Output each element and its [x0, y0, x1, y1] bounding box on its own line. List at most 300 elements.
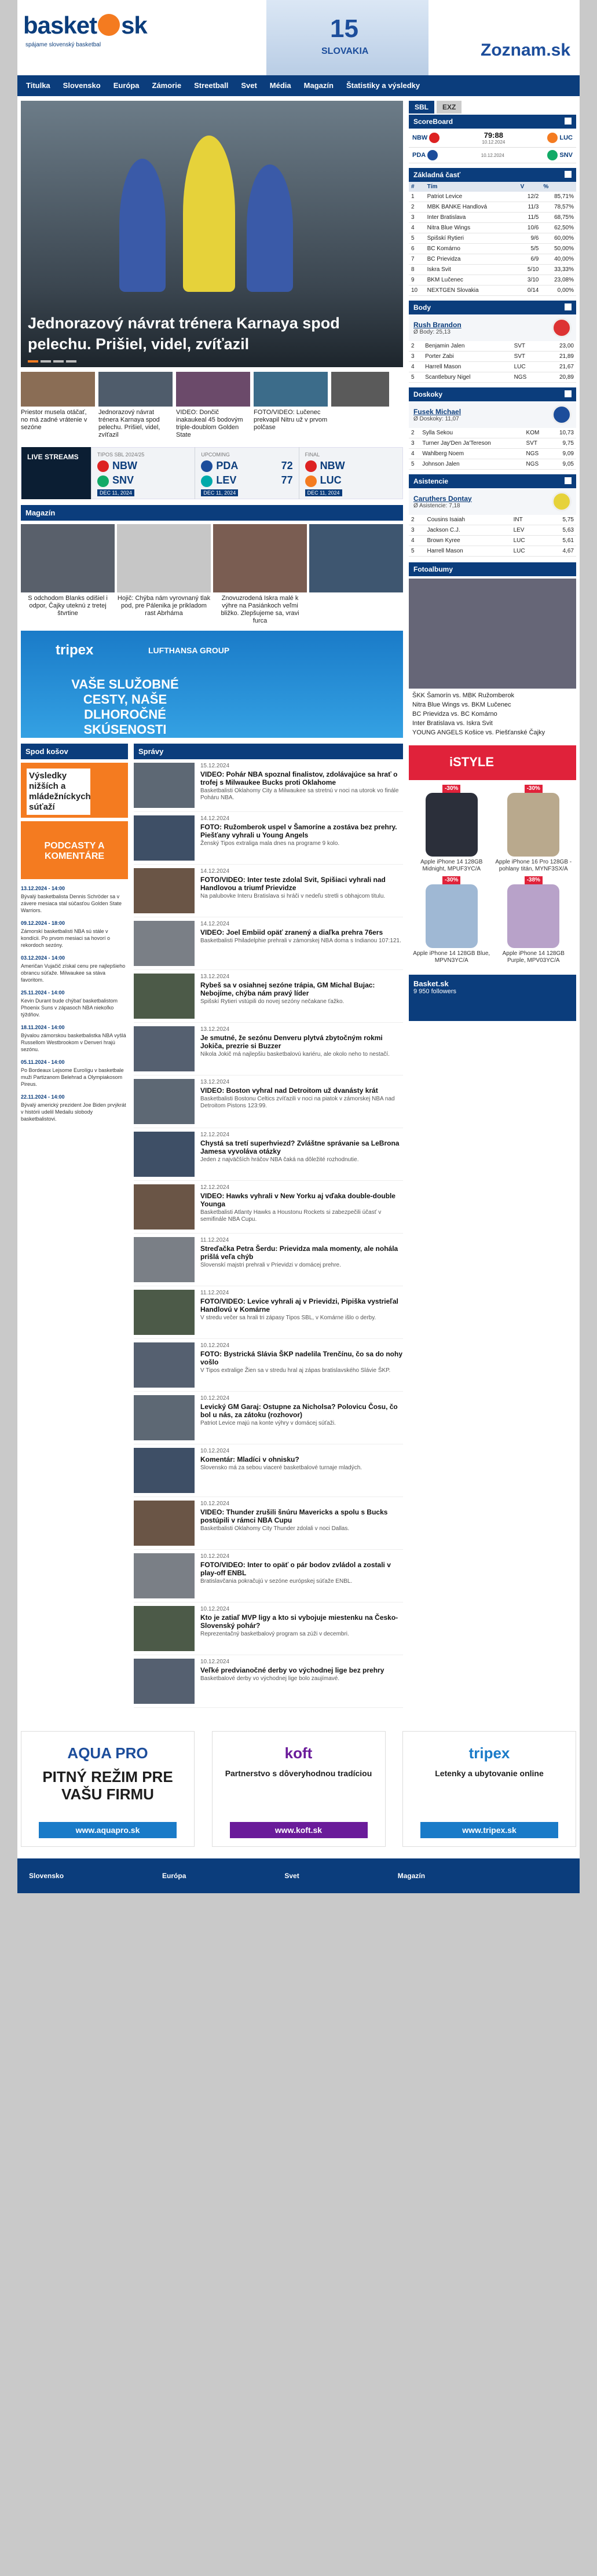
news-thumbnail[interactable] — [134, 921, 195, 966]
hero-thumbs — [21, 372, 403, 439]
nav-item[interactable]: Zámorie — [152, 81, 182, 90]
stat-row[interactable] — [409, 546, 576, 557]
side-news-item[interactable] — [21, 920, 128, 949]
team-logo-icon — [552, 318, 572, 338]
nav-item[interactable]: Štatistiky a výsledky — [346, 81, 420, 90]
news-item[interactable] — [134, 1602, 403, 1655]
news-date: 09.12.2024 - 18:00 — [21, 920, 65, 926]
news-item[interactable] — [134, 1075, 403, 1128]
stat-cell: LUC — [511, 536, 544, 546]
stat-cell: 2 — [409, 515, 424, 525]
nav-item[interactable]: Titulka — [26, 81, 50, 90]
strip-game[interactable]: UPCOMING PDA 72 LEV 77 DEC 11, 2024 — [195, 447, 298, 499]
scoreboard-heading[interactable]: ScoreBoard — [409, 115, 576, 129]
news-item[interactable] — [134, 759, 403, 812]
news-excerpt: Basketbalisti Philadelphie prehrali v zámorskej NBA doma s Indianou 107:121. — [200, 938, 401, 944]
stat-cell: 4,67 — [544, 546, 576, 557]
photo-album-link[interactable]: YOUNG ANGELS Košice vs. Piešťanské Čajky — [412, 729, 545, 736]
standings-row[interactable] — [409, 286, 576, 296]
news-date: 18.11.2024 - 14:00 — [21, 1024, 65, 1030]
news-title[interactable]: FOTO/VIDEO: Levice vyhrali aj v Prievidzi, Pipiška vystrieľal Handlovú v Komárne — [200, 1297, 398, 1313]
news-thumbnail[interactable] — [134, 1132, 195, 1177]
magazin-list — [21, 524, 403, 625]
footer-link[interactable]: Slovensko — [29, 1872, 64, 1880]
header-banner[interactable] — [266, 0, 428, 75]
standings-cell: Nitra Blue Wings — [425, 223, 518, 233]
standings-cell: 0/14 — [518, 286, 541, 296]
points-heading[interactable]: Body — [409, 301, 576, 314]
standings-cell: 0,00% — [541, 286, 576, 296]
standings-row[interactable] — [409, 244, 576, 254]
news-date: 12.12.2024 — [200, 1184, 230, 1191]
magazin-item[interactable]: Hojič: Chýba nám vyrovnaný tlak pod, pre Pálenika je prikladom rast Abrháma — [117, 524, 211, 625]
news-excerpt: Basketbalisti Oklahomy City Thunder zdolali v noci Dallas. — [200, 1525, 350, 1532]
stat-cell: 21,67 — [542, 362, 576, 372]
news-text: Bývalý americký prezident Joe Biden prvýkrát v histórii udelil Medailu slobody basketbalistovi. — [21, 1102, 126, 1122]
standings-cell: 11/5 — [518, 213, 541, 223]
news-title[interactable]: Chystá sa tretí superhviezd? Zvláštne správanie sa LeBrona Jamesa vyvoláva otázky — [200, 1139, 400, 1155]
discount-badge: -30% — [525, 785, 543, 793]
rebounds-leader[interactable]: Fusek Michael Ø Doskoky: 11,07 — [409, 401, 576, 428]
standings-heading[interactable]: Základná časť — [409, 168, 576, 182]
stat-cell: Brown Kyree — [424, 536, 511, 546]
stat-row[interactable] — [409, 515, 576, 525]
news-date: 12.12.2024 — [200, 1132, 230, 1138]
news-thumbnail[interactable] — [134, 1659, 195, 1704]
news-date: 13.12.2024 - 14:00 — [21, 885, 65, 891]
stat-cell: Harrell Mason — [423, 362, 511, 372]
nav-item[interactable]: Streetball — [194, 81, 229, 90]
news-thumbnail[interactable] — [134, 1606, 195, 1651]
standings-cell: 11/3 — [518, 202, 541, 213]
hero-article[interactable] — [21, 101, 403, 367]
nav-item[interactable]: Magazín — [303, 81, 334, 90]
assists-leader[interactable]: Caruthers Dontay Ø Asistencie: 7,18 — [409, 488, 576, 515]
news-date: 13.12.2024 — [200, 1079, 230, 1085]
standings-cell: 85,71% — [541, 192, 576, 202]
nav-item[interactable]: Svet — [241, 81, 257, 90]
news-date: 10.12.2024 — [200, 1448, 230, 1454]
footer-ad[interactable]: koft Partnerstvo s dôveryhodnou tradíciou www.koft.sk — [212, 1731, 386, 1847]
site-logo[interactable]: basket sk — [23, 12, 147, 39]
stat-row[interactable] — [409, 536, 576, 546]
photo-album-link[interactable]: ŠKK Šamorín vs. MBK Ružomberok — [412, 692, 515, 699]
standings-cell: 8 — [409, 265, 425, 275]
stat-cell: 4 — [409, 449, 420, 459]
standings-row[interactable] — [409, 223, 576, 233]
standings-cell: 10 — [409, 286, 425, 296]
stat-cell: 23,00 — [542, 341, 576, 352]
discount-badge: -30% — [442, 785, 460, 793]
score-strip — [21, 447, 403, 499]
news-date: 03.12.2024 - 14:00 — [21, 955, 65, 961]
product-item[interactable] — [412, 876, 491, 964]
stat-cell: 3 — [409, 525, 424, 536]
stat-cell: NGS — [524, 449, 550, 459]
news-title[interactable]: Levický GM Garaj: Ostupne za Nicholsa? Polovicu Čosu, čo bol u nás, za zátoku (rozhovor) — [200, 1403, 398, 1419]
standings-table: # Tím V % 1 Patriot Levice 12/2 85,71% 2 MBK BANKE Handlová 11/3 78,57% 3 Inter Bratislava 11/5 68,75% 4 Nitra Blue Wings 10/6 62,50% 5 Spišskí Rytieri 9/6 60,00% 6 BC Komárno 5/5 50,00% 7 BC Prievidza 6/9 40,00% 8 Iskra Svit 5/10 33,33% 9 BKM Lučenec 3/10 23,08% 10 NEXTGEN Slovakia 0/14 0,00% — [409, 182, 576, 296]
photo-album-image[interactable] — [409, 579, 576, 689]
standings-row[interactable] — [409, 192, 576, 202]
news-text: Bývalý basketbalista Dennis Schröder sa v závere mesiaca stal súčasťou Golden State Warriors. — [21, 894, 122, 913]
news-text: Bývalou zámorskou basketbalistka NBA vyšlá Russellom Westbrookom v Denveri hrajú sezónu. — [21, 1033, 126, 1052]
banner-text: SLOVAKIA — [321, 46, 369, 56]
discount-badge: -30% — [442, 876, 460, 884]
standings-cell: Spišskí Rytieri — [425, 233, 518, 244]
footer-link[interactable]: Magazín — [397, 1872, 426, 1880]
stat-cell: 5 — [409, 459, 420, 470]
news-item[interactable] — [134, 1286, 403, 1339]
news-thumbnail[interactable] — [134, 1342, 195, 1388]
stat-row[interactable] — [409, 525, 576, 536]
standings-row[interactable] — [409, 213, 576, 223]
magazin-heading[interactable]: Magazín — [21, 505, 403, 521]
stat-cell: 4 — [409, 362, 423, 372]
news-item[interactable] — [134, 1550, 403, 1602]
news-title[interactable]: VIDEO: Boston vyhral nad Detroitom už dvanásty krát — [200, 1086, 378, 1095]
tab-exz[interactable]: EXZ — [437, 101, 462, 114]
live-streams-label[interactable]: LIVE STREAMS — [21, 447, 91, 499]
side-news-item[interactable] — [21, 1093, 128, 1122]
stat-cell: 9,75 — [549, 438, 576, 449]
phone-image — [507, 793, 559, 857]
standings-cell: 9/6 — [518, 233, 541, 244]
news-item[interactable] — [134, 970, 403, 1023]
stat-cell: Sylla Sekou — [420, 428, 523, 438]
magazin-item[interactable]: Znovuzrodená Iskra malé k výhre na Pasiánkoch veľmi bližko. Zlepšujeme sa, vravi furca — [213, 524, 307, 625]
news-item[interactable] — [134, 917, 403, 970]
news-excerpt: V stredu večer sa hrali tri zápasy Tipos SBL, v Komárne išlo o derby. — [200, 1315, 376, 1321]
scoreboard-game[interactable]: NBW 79:88 10.12.2024 LUC — [409, 129, 576, 148]
stat-cell: Scantlebury Nigel — [423, 372, 511, 383]
news-item[interactable] — [134, 1023, 403, 1075]
news-thumbnail[interactable] — [134, 1448, 195, 1493]
footer-ad[interactable]: tripex Letenky a ubytovanie online www.tripex.sk — [402, 1731, 576, 1847]
news-excerpt: Basketbalisti Bostonu Celtics zvíťazili v noci na piatok v zámorskej NBA nad Detroitom Pistons 123:99. — [200, 1096, 395, 1109]
news-title[interactable]: Rybeš sa v osiahnej sezóne trápia, GM Michal Bujac: Nebojíme, chýba nám pravý líder — [200, 981, 375, 997]
news-item[interactable] — [134, 865, 403, 917]
standings-row[interactable] — [409, 202, 576, 213]
stat-row[interactable] — [409, 372, 576, 383]
news-excerpt: Patriot Levice majú na konte výhry v domácej súťaži. — [200, 1420, 336, 1426]
news-thumbnail[interactable] — [134, 815, 195, 861]
standings-cell: 4 — [409, 223, 425, 233]
standings-cell: 23,08% — [541, 275, 576, 286]
side-news-item[interactable] — [21, 885, 128, 914]
magazin-item[interactable]: S odchodom Blanks odišiel i odpor, Čajky uteknú z tretej štvrtine — [21, 524, 115, 625]
nav-item[interactable]: Európa — [113, 81, 140, 90]
standings-cell: 6/9 — [518, 254, 541, 265]
news-date: 14.12.2024 — [200, 921, 230, 927]
standings-cell: BC Prievidza — [425, 254, 518, 265]
news-date: 10.12.2024 — [200, 1342, 230, 1349]
stat-cell: Harrell Mason — [424, 546, 511, 557]
stat-cell: NGS — [524, 459, 550, 470]
news-title[interactable]: Komentár: Mladíci v ohnisku? — [200, 1455, 299, 1463]
standings-cell: 33,33% — [541, 265, 576, 275]
news-title[interactable]: VIDEO: Pohár NBA spoznal finalistov, zdolávajúce sa hrať o trofej s Milwaukee Bucks proti Oklahome — [200, 770, 398, 786]
rebounds-heading[interactable]: Doskoky — [409, 387, 576, 401]
news-excerpt: Na palubovke Interu Bratislava si hráči v nedeľu stretli s obhajcom titulu. — [200, 893, 386, 899]
stat-cell: 4 — [409, 536, 424, 546]
stat-cell: LUC — [511, 546, 544, 557]
news-title[interactable]: FOTO: Ružomberok uspel v Šamoríne a zostáva bez prehry. Piešťany vyhrali u Young Angels — [200, 823, 397, 839]
news-title[interactable]: Streďačka Petra Šerdu: Prievidza mala momenty, ale nohála prišlá veľa chýb — [200, 1245, 398, 1261]
stat-cell: 9,09 — [549, 449, 576, 459]
discount-badge: -38% — [525, 876, 543, 884]
nav-item[interactable]: Média — [269, 81, 291, 90]
product-name[interactable]: Apple iPhone 14 128GB Midnight, MPUF3YC/A — [420, 859, 483, 872]
rebounds-table — [409, 428, 576, 470]
main-column — [21, 101, 403, 1708]
news-date: 13.12.2024 — [200, 974, 230, 980]
header — [17, 0, 580, 75]
stat-cell: Turner Jay'Den Ja'Tereson — [420, 438, 523, 449]
news-text: Američan Vujačič získal cenu pre najlepšieho obrancu súťaže. Milwaukee sa stáva favoritom. — [21, 963, 126, 983]
spravy-column — [134, 744, 403, 1708]
standings-cell: 5/10 — [518, 265, 541, 275]
news-text: Zámorskí basketbalisti NBA sú stále v kondícii. Po prvom mesiaci sa hovorí o rekordoch sezóny. — [21, 928, 111, 948]
hero-thumb[interactable]: Priestor musela otáčať, no má zadné vrátenie v sezóne — [21, 372, 95, 439]
news-title[interactable]: VIDEO: Thunder zrušili šnúru Mavericks a spolu s Bucks postúpili v rámci NBA Cupu — [200, 1508, 388, 1524]
news-title[interactable]: FOTO/VIDEO: Inter teste zdolal Svit, Spišiaci vyhrali nad Handlovou a triumf Prievidze — [200, 876, 386, 892]
news-item[interactable] — [134, 1128, 403, 1181]
expand-icon[interactable] — [565, 118, 572, 125]
stat-cell: INT — [511, 515, 544, 525]
spod-kosov-column — [21, 744, 128, 1708]
news-title[interactable]: Je smutné, že sezónu Denveru plytvá zbytočným rokmi Jokiča, prezrie si Buzzer — [200, 1034, 383, 1050]
standings-row[interactable] — [409, 265, 576, 275]
sidebar — [409, 101, 576, 1708]
news-text: Po Bordeaux Lejsome Eurolígu v basketbale muži Partizanom Belehrad a Olympiakosom Pireus. — [21, 1067, 124, 1087]
news-thumbnail[interactable] — [134, 1184, 195, 1230]
stat-cell: Wahlberg Noem — [420, 449, 523, 459]
stat-cell: 21,89 — [542, 352, 576, 362]
standings-cell: 40,00% — [541, 254, 576, 265]
page — [17, 0, 580, 1893]
standings-cell: 50,00% — [541, 244, 576, 254]
news-thumbnail[interactable] — [134, 1290, 195, 1335]
news-excerpt: Bratislavčania pokračujú v sezóne európskej súťaže ENBL. — [200, 1578, 353, 1585]
news-title[interactable]: FOTO: Bystrická Slávia ŠKP nadelila Trenčínu, čo sa do nohy vošlo — [200, 1350, 403, 1366]
news-excerpt: Basketbalisti Atlanty Hawks a Houstonu Rockets si zabezpečili účasť v semifinále NBA Cupu. — [200, 1209, 382, 1223]
stat-cell: 5 — [409, 546, 424, 557]
stat-row[interactable] — [409, 438, 576, 449]
hero-image — [108, 124, 299, 298]
standings-cell: 62,50% — [541, 223, 576, 233]
hero-thumb[interactable]: Jednorazový návrat trénera Karnaya spod pelechu. Prišiel, videl, zvíťazil — [98, 372, 173, 439]
news-excerpt: Jeden z najväčších hráčov NBA čaká na dôležité rozhodnutie. — [200, 1157, 359, 1163]
points-leader[interactable]: Rush Brandon Ø Body: 25,13 — [409, 314, 576, 341]
standings-cell: 3 — [409, 213, 425, 223]
news-thumbnail[interactable] — [134, 1395, 195, 1440]
stat-cell: NGS — [512, 372, 543, 383]
news-excerpt: V Tipos extralige Žien sa v stredu hral aj zápas bratislavského Slávie ŠKP. — [200, 1367, 391, 1374]
hero-title[interactable]: Jednorazový návrat trénera Karnaya spod pelechu. Prišiel, videl, zvíťazil — [28, 314, 340, 353]
news-date: 10.12.2024 — [200, 1659, 230, 1665]
news-date: 13.12.2024 — [200, 1026, 230, 1033]
hero-thumb[interactable] — [331, 372, 389, 439]
news-thumbnail[interactable] — [134, 1553, 195, 1598]
tab-sbl[interactable]: SBL — [409, 101, 434, 114]
news-thumbnail[interactable] — [134, 1237, 195, 1282]
team-logo-icon — [552, 492, 572, 511]
basketball-icon — [98, 14, 120, 36]
news-item[interactable] — [134, 812, 403, 865]
spravy-heading[interactable]: Správy — [134, 744, 403, 759]
stat-row[interactable] — [409, 341, 576, 352]
news-item[interactable] — [134, 1181, 403, 1234]
standings-cell: BC Komárno — [425, 244, 518, 254]
news-item[interactable] — [134, 1497, 403, 1550]
side-news-item[interactable] — [21, 1059, 128, 1088]
standings-cell: 78,57% — [541, 202, 576, 213]
standings-cell: 6 — [409, 244, 425, 254]
hero-thumb[interactable]: VIDEO: Dončič inakaukeal 45 bodovým triple-doublom Golden State — [176, 372, 250, 439]
standings-cell: 9 — [409, 275, 425, 286]
stat-cell: 3 — [409, 352, 423, 362]
nav-item[interactable]: Slovensko — [63, 81, 101, 90]
logo-subtitle: spájame slovenský basketbal — [25, 42, 101, 48]
news-date: 14.12.2024 — [200, 815, 230, 822]
stat-cell: Benjamin Jalen — [423, 341, 511, 352]
strip-game[interactable]: FINAL NBW LUC DEC 11, 2024 — [299, 447, 402, 499]
news-date: 11.12.2024 — [200, 1237, 229, 1243]
standings-cell: 12/2 — [518, 192, 541, 202]
hero-thumb[interactable]: FOTO/VIDEO: Lučenec prekvapil Nitru už v prvom polčase — [254, 372, 328, 439]
league-tabs — [409, 101, 576, 114]
magazin-item[interactable] — [309, 524, 403, 625]
news-thumbnail[interactable] — [134, 1026, 195, 1071]
standings-cell: 1 — [409, 192, 425, 202]
stat-cell: 3 — [409, 438, 420, 449]
news-thumbnail[interactable] — [134, 1079, 195, 1124]
news-date: 10.12.2024 — [200, 1501, 230, 1507]
side-news-item[interactable] — [21, 954, 128, 983]
news-excerpt: Nikola Jokič má najlepšiu basketbalovú kariéru, ale okolo neho to nestačí. — [200, 1051, 390, 1058]
photo-album-link[interactable]: BC Prievidza vs. BC Komárno — [412, 711, 497, 718]
news-item[interactable] — [134, 1234, 403, 1286]
news-title[interactable]: Kto je zatiaľ MVP ligy a kto si vybojuje miestenku na Česko-Slovenský pohár? — [200, 1613, 398, 1630]
standings-cell: Patriot Levice — [425, 192, 518, 202]
main-nav — [17, 75, 580, 96]
standings-row[interactable] — [409, 233, 576, 244]
news-title[interactable]: VIDEO: Hawks vyhrali v New Yorku aj vďaka double-double Younga — [200, 1192, 395, 1208]
assists-table — [409, 515, 576, 557]
stat-cell: 2 — [409, 341, 423, 352]
news-excerpt: Ženský Tipos extraliga mala dnes na programe 9 kolo. — [200, 840, 340, 847]
news-thumbnail[interactable] — [134, 1501, 195, 1546]
product-item[interactable] — [495, 876, 573, 964]
product-name[interactable]: Apple iPhone 16 Pro 128GB - pohlany titán, MYNF3SX/A — [495, 859, 572, 872]
news-title[interactable]: VIDEO: Joel Embiid opäť zranený a diaľka prehra 76ers — [200, 928, 383, 936]
photo-album-link[interactable]: Inter Bratislava vs. Iskra Svit — [412, 720, 493, 727]
stat-cell: 5,75 — [544, 515, 576, 525]
news-item[interactable] — [134, 1339, 403, 1392]
stat-row[interactable] — [409, 459, 576, 470]
product-name[interactable]: Apple iPhone 14 128GB Blue, MPVN3YC/A — [413, 950, 490, 964]
news-date: 22.11.2024 - 14:00 — [21, 1094, 65, 1100]
stat-cell: SVT — [512, 352, 543, 362]
news-thumbnail[interactable] — [134, 868, 195, 913]
stat-cell: Johnson Jalen — [420, 459, 523, 470]
news-title[interactable]: FOTO/VIDEO: Inter to opäť o pár bodov zvládol a zostali v play-off ENBL — [200, 1561, 391, 1577]
stat-row[interactable] — [409, 352, 576, 362]
news-item[interactable] — [134, 1392, 403, 1444]
standings-cell: 3/10 — [518, 275, 541, 286]
facebook-widget[interactable]: Basket.sk 9 950 followers — [409, 975, 576, 1021]
team-logo-icon — [552, 405, 572, 425]
podcasts-box[interactable]: PODCASTY A KOMENTÁRE — [21, 821, 128, 879]
istyle-banner[interactable]: iSTYLE — [409, 745, 576, 780]
results-box[interactable]: Výsledky nižších a mládežníckych súťaží — [21, 763, 128, 818]
phone-image — [507, 884, 559, 948]
stat-row[interactable] — [409, 362, 576, 372]
news-date: 10.12.2024 — [200, 1606, 230, 1612]
phone-image — [426, 793, 478, 857]
hero-pagination[interactable] — [28, 360, 76, 363]
footer-link[interactable]: Svet — [284, 1872, 299, 1880]
stat-cell: 9,05 — [549, 459, 576, 470]
side-news-item[interactable] — [21, 1024, 128, 1053]
standings-cell: 7 — [409, 254, 425, 265]
stat-cell: 10,73 — [549, 428, 576, 438]
news-excerpt: Slovenskí majstri prehrali v Prievidzi v domácej prehre. — [200, 1262, 341, 1268]
photo-albums-heading[interactable]: Fotoalbumy — [409, 562, 576, 576]
news-excerpt: Basketbalisti Oklahomy City a Milwaukee sa stretnú v noci na utorok vo finále Poháru NBA. — [200, 788, 399, 801]
footer-ad[interactable]: AQUA PRO PITNÝ REŽIM PRE VAŠU FIRMU www.aquapro.sk — [21, 1731, 195, 1847]
news-date: 05.11.2024 - 14:00 — [21, 1059, 65, 1065]
stat-cell: Cousins Isaiah — [424, 515, 511, 525]
news-date: 10.12.2024 — [200, 1553, 230, 1560]
partner-logo[interactable]: Zoznam.sk — [481, 41, 571, 60]
spod-kosov-heading[interactable]: Spod košov — [21, 744, 128, 759]
photo-album-link[interactable]: Nitra Blue Wings vs. BKM Lučenec — [412, 701, 511, 708]
stat-row[interactable] — [409, 428, 576, 438]
news-excerpt: Slovensko má za sebou viaceré basketbalové turnaje mladých. — [200, 1465, 362, 1471]
standings-cell: 10/6 — [518, 223, 541, 233]
stat-cell: SVT — [524, 438, 550, 449]
news-item[interactable] — [134, 1655, 403, 1708]
standings-row[interactable] — [409, 254, 576, 265]
stat-cell: 5,61 — [544, 536, 576, 546]
product-item[interactable] — [495, 785, 573, 873]
news-excerpt: Reprezentačný basketbalový program sa zúži v decembri. — [200, 1631, 349, 1637]
standings-row[interactable] — [409, 275, 576, 286]
assists-heading[interactable]: Asistencie — [409, 474, 576, 488]
stat-cell: 5,63 — [544, 525, 576, 536]
footer-link[interactable]: Európa — [162, 1872, 186, 1880]
product-item[interactable] — [412, 785, 491, 873]
news-item[interactable] — [134, 1444, 403, 1497]
product-name[interactable]: Apple iPhone 14 128GB Purple, MPV03YC/A — [502, 950, 565, 964]
footer — [17, 1858, 580, 1893]
news-text: Kevin Durant bude chýbať basketbalistom Phoenix Suns v zápasoch NBA niekoľko týždňov. — [21, 998, 118, 1018]
news-title[interactable]: Veľké predvianočné derby vo východnej lige bez prehry — [200, 1666, 384, 1674]
news-thumbnail[interactable] — [134, 974, 195, 1019]
stat-cell: KOM — [524, 428, 550, 438]
stat-row[interactable] — [409, 449, 576, 459]
stat-cell: LUC — [512, 362, 543, 372]
tripex-banner[interactable] — [21, 631, 403, 738]
news-thumbnail[interactable] — [134, 763, 195, 808]
standings-cell: 5/5 — [518, 244, 541, 254]
strip-game[interactable]: TIPOS SBL 2024/25 NBW SNV DEC 11, 2024 — [91, 447, 195, 499]
scoreboard-game[interactable]: PDA 10.12.2024 SNV — [409, 148, 576, 163]
footer-ads — [17, 1719, 580, 1858]
stat-cell: Porter Zabi — [423, 352, 511, 362]
side-news-item[interactable] — [21, 989, 128, 1018]
